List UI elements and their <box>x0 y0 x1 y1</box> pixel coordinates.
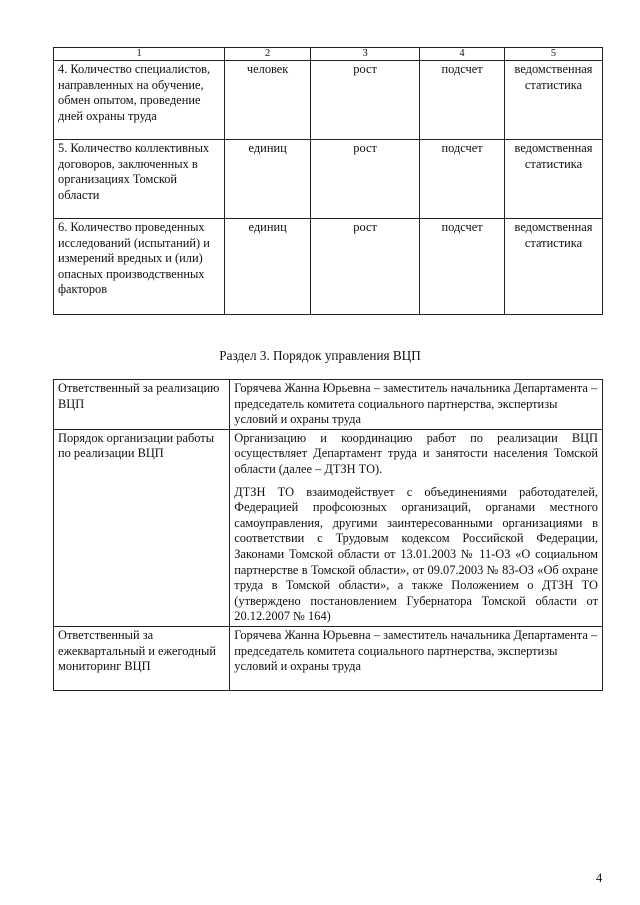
page-number: 4 <box>596 871 603 885</box>
table-header-row <box>54 48 603 61</box>
unit-cell: человек <box>225 61 311 140</box>
indicator-cell: 4. Количество специалистов, направленных на обучение, обмен опытом, проведение дней охраны труда <box>54 61 225 140</box>
indicators-table <box>53 47 603 315</box>
row-label: Ответственный за реализацию ВЦП <box>54 380 230 430</box>
table-row <box>54 219 603 315</box>
source-cell: ведомственная статистика <box>504 219 602 315</box>
paragraph: ДТЗН ТО взаимодействует с объединениями работодателей, Федерацией профсоюзных организаций, органами местного самоуправления, другими заинтересованными организациями в соответствии с Трудовым кодексом Российской Федерации, Законами Томской области от 13.01.2003 № 11-ОЗ «О социальном партнерстве в Томской области», от 09.07.2003 № 83-ОЗ «Об охране труда в Томской области», а также Положением о ДТЗН ТО (утверждено постановлением Губернатора Томской области от 20.12.2007 № 164) <box>234 484 598 624</box>
trend-cell: рост <box>311 219 420 315</box>
paragraph: Горячева Жанна Юрьевна – заместитель начальника Департамента – председатель комитета социального партнерства, экспертизы условий и охраны труда <box>234 627 598 674</box>
method-cell: подсчет <box>420 140 505 219</box>
source-cell: ведомственная статистика <box>504 140 602 219</box>
management-table <box>53 379 603 691</box>
header-cell: 1 <box>54 48 225 61</box>
trend-cell: рост <box>311 61 420 140</box>
paragraph: Горячева Жанна Юрьевна – заместитель начальника Департамента – председатель комитета социального партнерства, экспертизы условий и охраны труда <box>234 381 598 427</box>
unit-cell: единиц <box>225 140 311 219</box>
indicator-cell: 6. Количество проведенных исследований (испытаний) и измерений вредных и (или) опасных производственных факторов <box>54 219 225 315</box>
row-text <box>230 429 603 626</box>
method-cell: подсчет <box>420 219 505 315</box>
trend-cell: рост <box>311 140 420 219</box>
row-label: Порядок организации работы по реализации ВЦП <box>54 429 230 626</box>
row-label: Ответственный за ежеквартальный и ежегодный мониторинг ВЦП <box>54 626 230 690</box>
method-cell: подсчет <box>420 61 505 140</box>
table-row <box>54 429 603 626</box>
header-cell: 4 <box>420 48 505 61</box>
paragraph: Организацию и координацию работ по реализации ВЦП осуществляет Департамент труда и занятости населения Томской области (далее – ДТЗН ТО). <box>234 430 598 476</box>
header-cell: 3 <box>311 48 420 61</box>
table-row <box>54 140 603 219</box>
header-cell: 5 <box>504 48 602 61</box>
table-row <box>54 380 603 430</box>
section-title: Раздел 3. Порядок управления ВЦП <box>219 348 421 363</box>
source-cell: ведомственная статистика <box>504 61 602 140</box>
table-row <box>54 626 603 690</box>
unit-cell: единиц <box>225 219 311 315</box>
row-text <box>230 626 603 690</box>
indicator-cell: 5. Количество коллективных договоров, заключенных в организациях Томской области <box>54 140 225 219</box>
header-cell: 2 <box>225 48 311 61</box>
row-text <box>230 380 603 430</box>
table-row <box>54 61 603 140</box>
